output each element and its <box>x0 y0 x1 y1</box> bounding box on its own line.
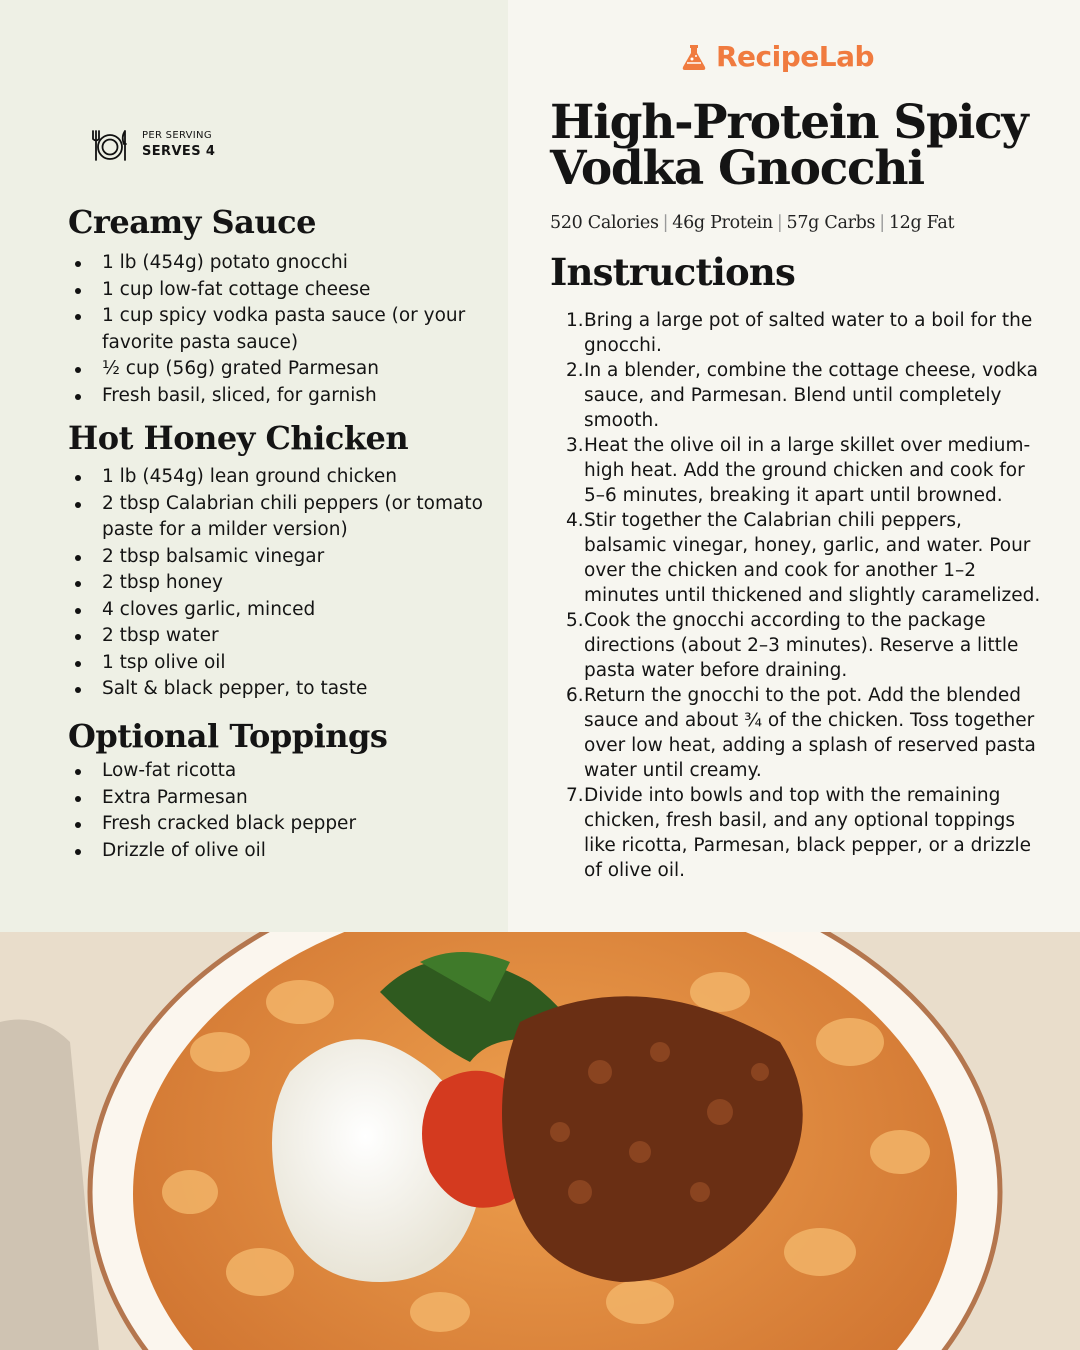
list-item: Drizzle of olive oil <box>102 838 532 865</box>
nutrition-summary <box>550 213 954 233</box>
list-item: 2 tbsp Calabrian chili peppers (or tomato paste for a milder version) <box>102 491 532 544</box>
instruction-step: 2. In a blender, combine the cottage cheese, vodka sauce, and Parmesan. Blend until completely smooth. <box>566 360 1038 431</box>
list-item: Fresh cracked black pepper <box>102 811 532 838</box>
section-title-optional-toppings: Optional Toppings <box>68 717 388 755</box>
section-title-hot-honey-chicken: Hot Honey Chicken <box>68 419 409 457</box>
instruction-step: 7. Divide into bowls and top with the remaining chicken, fresh basil, and any optional toppings like ricotta, Parmesan, black pepper, or a drizzle of olive oil. <box>566 785 1032 881</box>
serving-label: PER SERVING <box>142 130 212 141</box>
instruction-step: 4. Stir together the Calabrian chili peppers, balsamic vinegar, honey, garlic, and water. Pour over the chicken and cook for another 1–2 minutes until thickened and slightly caramelized. <box>566 510 1041 606</box>
hot-honey-chicken-list <box>68 464 532 703</box>
instruction-step: 6. Return the gnocchi to the pot. Add the blended sauce and about ¾ of the chicken. Toss together over low heat, adding a splash of reserved pasta water until creamy. <box>566 685 1036 781</box>
list-item: Salt & black pepper, to taste <box>102 676 532 703</box>
step-number: 4. <box>566 510 584 531</box>
serves-count: SERVES 4 <box>142 144 216 159</box>
instruction-step: 1. Bring a large pot of salted water to a boil for the gnocchi. <box>566 310 1033 356</box>
brand-logo <box>680 40 874 73</box>
step-number: 6. <box>566 685 584 706</box>
instructions-list <box>566 308 1042 883</box>
recipe-title: High-Protein Spicy Vodka Gnocchi <box>550 95 1028 196</box>
step-number: 3. <box>566 435 584 456</box>
list-item: Fresh basil, sliced, for garnish <box>102 383 532 410</box>
macro-carbs: 57g Carbs <box>786 213 876 233</box>
step-number: 1. <box>566 310 584 331</box>
instruction-step: 3. Heat the olive oil in a large skillet over medium-high heat. Add the ground chicken and cook for 5–6 minutes, breaking it apart until browned. <box>566 435 1031 506</box>
serving-info <box>90 126 215 164</box>
macro-separator: | <box>662 213 669 233</box>
step-number: 5. <box>566 610 584 631</box>
instructions-title: Instructions <box>550 250 796 294</box>
flask-icon <box>680 43 708 71</box>
list-item: 1 tsp olive oil <box>102 650 532 677</box>
brand-name: RecipeLab <box>716 40 875 73</box>
section-title-creamy-sauce: Creamy Sauce <box>68 203 316 241</box>
macro-fat: 12g Fat <box>888 213 955 233</box>
macro-separator: | <box>879 213 885 233</box>
dish-photo <box>0 932 1080 1350</box>
list-item: 1 cup low-fat cottage cheese <box>102 277 532 304</box>
list-item: ½ cup (56g) grated Parmesan <box>102 356 532 383</box>
list-item: 1 cup spicy vodka pasta sauce (or your favorite pasta sauce) <box>102 303 532 356</box>
list-item: Extra Parmesan <box>102 785 532 812</box>
creamy-sauce-list <box>68 250 532 409</box>
list-item: 2 tbsp water <box>102 623 532 650</box>
macro-calories: 520 Calories <box>550 213 659 233</box>
list-item: 2 tbsp balsamic vinegar <box>102 544 532 571</box>
list-item: 4 cloves garlic, minced <box>102 597 532 624</box>
macro-separator: | <box>776 213 783 233</box>
plate-cutlery-icon <box>90 126 130 164</box>
list-item: 2 tbsp honey <box>102 570 532 597</box>
list-item: 1 lb (454g) potato gnocchi <box>102 250 532 277</box>
step-number: 2. <box>566 360 584 381</box>
list-item: 1 lb (454g) lean ground chicken <box>102 464 532 491</box>
optional-toppings-list <box>68 758 532 864</box>
list-item: Low-fat ricotta <box>102 758 532 785</box>
macro-protein: 46g Protein <box>672 213 773 233</box>
step-number: 7. <box>566 785 584 806</box>
instruction-step: 5. Cook the gnocchi according to the package directions (about 2–3 minutes). Reserve a little pasta water before draining. <box>566 610 1019 681</box>
